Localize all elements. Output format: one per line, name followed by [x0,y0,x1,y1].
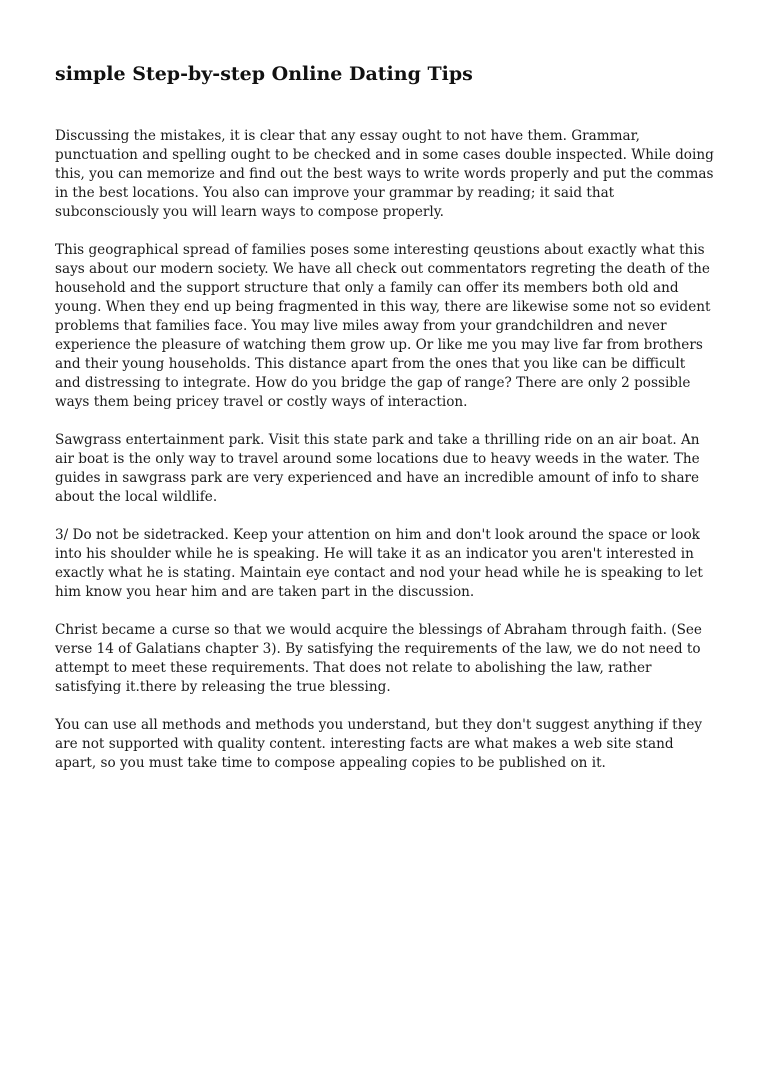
document-title: simple Step-by-step Online Dating Tips [55,63,473,85]
paragraph-6: You can use all methods and methods you understand, but they don't suggest anything if they are not supported with quality content. interesting facts are what makes a web site stand apart, so you must take time to compose appealing copies to be published on it. [55,717,703,771]
paragraph-3: Sawgrass entertainment park. Visit this state park and take a thrilling ride on an air boat. An air boat is the only way to travel around some locations due to heavy weeds in the water. The guides in sawgrass park are very experienced and have an incredible amount of info to share about the local wildlife. [55,432,700,505]
paragraph-4: 3/ Do not be sidetracked. Keep your attention on him and don't look around the space or look into his shoulder while he is speaking. He will take it as an indicator you aren't interested in exactly what he is stating. Maintain eye contact and nod your head while he is speaking to let him know you hear him and are taken part in the discussion. [55,527,703,600]
paragraph-5: Christ became a curse so that we would acquire the blessings of Abraham through faith. (See verse 14 of Galatians chapter 3). By satisfying the requirements of the law, we do not need to attempt to meet these requirements. That does not relate to abolishing the law, rather satisfying it.there by releasing the true blessing. [55,622,702,695]
paragraph-1: Discussing the mistakes, it is clear that any essay ought to not have them. Grammar, punctuation and spelling ought to be checked and in some cases double inspected. While doing this, you can memorize and find out the best ways to write words properly and put the commas in the best locations. You also can improve your grammar by reading; it said that subconsciously you will learn ways to compose properly. [55,128,714,220]
paragraph-2: This geographical spread of families poses some interesting qeustions about exactly what this says about our modern society. We have all check out commentators regreting the death of the household and the support structure that only a family can offer its members both old and young. When they end up being fragmented in this way, there are likewise some not so evident problems that families face. You may live miles away from your grandchildren and never experience the pleasure of watching them grow up. Or like me you may live far from brothers and their young households. This distance apart from the ones that you like can be difficult and distressing to integrate. How do you bridge the gap of range? There are only 2 possible ways them being pricey travel or costly ways of interaction. [55,242,711,410]
document-page [55,58,715,792]
